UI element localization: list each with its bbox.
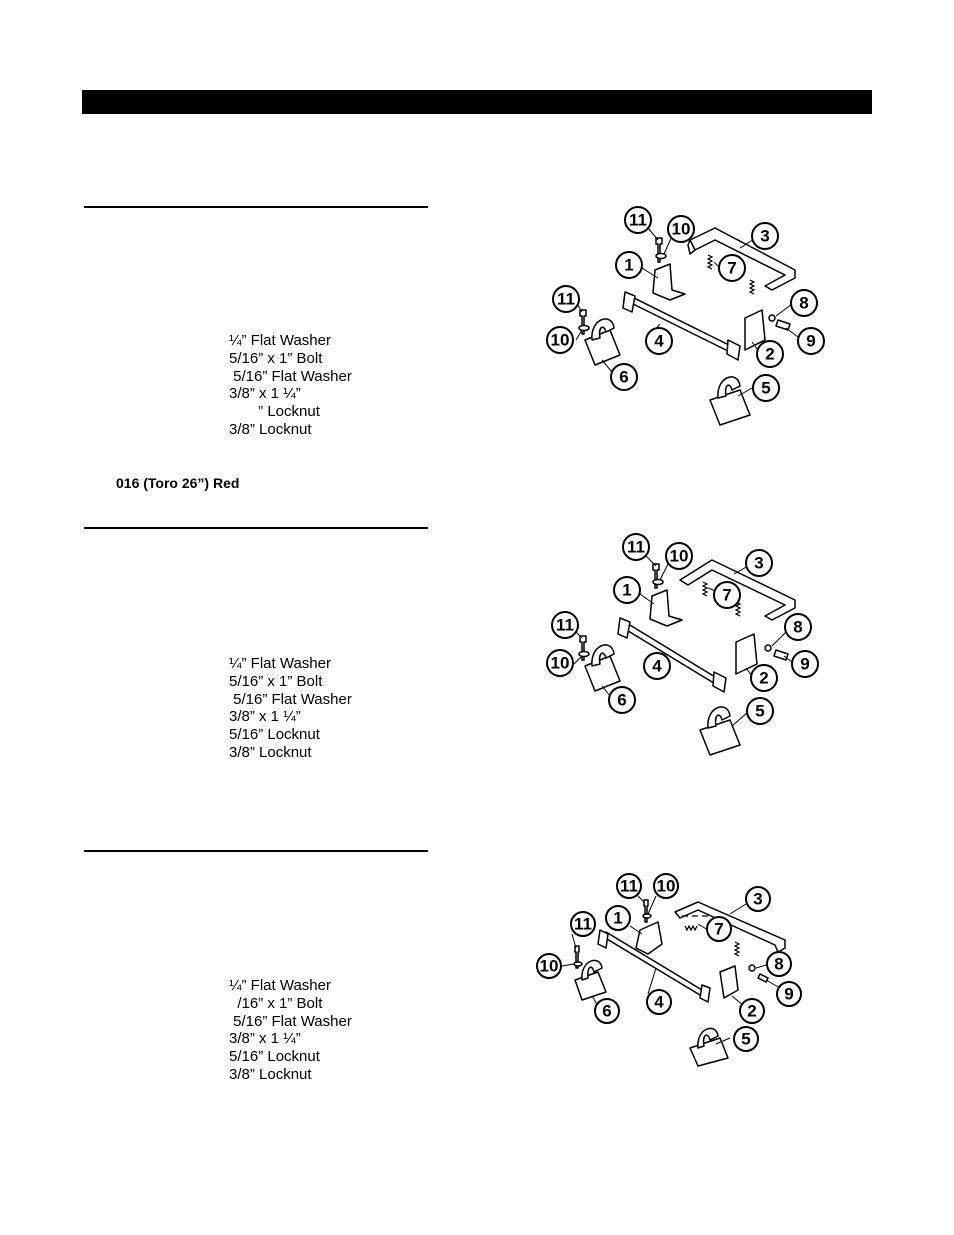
svg-text:10: 10 [656,876,676,896]
svg-text:5: 5 [755,701,765,721]
callout-7 [719,255,745,281]
callout-11 [571,912,595,936]
callout-4 [646,328,672,354]
callout-7 [707,917,731,941]
svg-text:6: 6 [619,367,629,387]
part-item: 5/16” x 1” Bolt [229,349,323,367]
svg-text:4: 4 [654,992,664,1012]
svg-text:6: 6 [602,1001,612,1021]
callout-6 [609,687,635,713]
svg-text:1: 1 [622,580,632,600]
section-1-rule [84,206,428,208]
svg-text:10: 10 [669,546,689,566]
part-item: 3/8” x 1 ¼” [229,385,301,403]
callout-9 [777,982,801,1006]
part-item: 5/16” Locknut [229,726,320,744]
callout-9 [792,651,818,677]
section-2-rule [84,527,428,529]
part-note: 016 (Toro 26”) Red [116,475,240,491]
callout-9 [798,328,824,354]
svg-text:11: 11 [574,914,592,934]
svg-text:8: 8 [793,617,803,637]
exploded-parts-diagram-3 [530,870,820,1070]
callout-10 [547,327,573,353]
callout-11 [617,874,641,898]
part-item: 5/16” Flat Washer [229,1012,352,1030]
callout-10 [547,650,573,676]
svg-text:9: 9 [806,331,816,351]
svg-text:4: 4 [654,331,664,351]
callout-10 [666,543,692,569]
callout-5 [747,698,773,724]
svg-text:6: 6 [617,690,627,710]
svg-text:1: 1 [624,255,634,275]
callout-2 [740,999,764,1023]
part-item: 3/8” x 1 ¼” [229,1030,301,1048]
svg-text:11: 11 [557,289,575,309]
callout-10 [654,874,678,898]
svg-text:4: 4 [652,656,662,676]
callout-7 [714,582,740,608]
svg-text:5: 5 [761,378,771,398]
svg-text:11: 11 [620,876,638,896]
callout-11 [553,286,579,312]
svg-text:11: 11 [556,615,574,635]
part-item: 5/16” Flat Washer [229,367,352,385]
exploded-parts-diagram-2 [540,530,830,760]
callout-3 [746,550,772,576]
section-2-parts-list [229,655,352,762]
callout-5 [753,375,779,401]
exploded-parts-diagram-1 [540,200,830,430]
part-item: /16” x 1” Bolt [229,994,323,1012]
part-item: 3/8” x 1 ¼” [229,708,301,726]
svg-text:7: 7 [714,919,724,939]
part-item: 3/8” Locknut [229,743,312,761]
callout-2 [757,341,783,367]
callout-4 [647,990,671,1014]
section-3-parts-list [229,977,352,1084]
callout-11 [625,207,651,233]
part-item: ¼” Flat Washer [229,332,331,349]
svg-text:2: 2 [747,1001,757,1021]
svg-text:9: 9 [784,984,794,1004]
part-item: 3/8” Locknut [229,1065,312,1083]
callout-11 [623,534,649,560]
callout-4 [644,653,670,679]
part-item: ¼” Flat Washer [229,655,331,672]
part-item: 5/16” Locknut [229,1048,320,1066]
svg-text:3: 3 [754,553,764,573]
svg-text:10: 10 [671,219,691,239]
callout-8 [767,952,791,976]
svg-text:2: 2 [765,344,775,364]
svg-text:3: 3 [760,226,770,246]
svg-text:10: 10 [550,330,570,350]
section-3-rule [84,850,428,852]
callout-3 [746,887,770,911]
callout-5 [734,1027,758,1051]
callout-1 [614,577,640,603]
part-item: ” Locknut [229,403,320,421]
svg-text:5: 5 [741,1029,751,1049]
callout-6 [611,364,637,390]
callout-10 [537,954,561,978]
svg-text:8: 8 [799,293,809,313]
svg-text:10: 10 [539,956,559,976]
callout-3 [752,223,778,249]
svg-text:7: 7 [722,585,732,605]
svg-text:1: 1 [613,908,623,928]
part-item: 5/16” Flat Washer [229,690,352,708]
section-1-parts-list [229,332,352,439]
svg-text:3: 3 [753,889,763,909]
callout-8 [785,614,811,640]
callout-1 [616,252,642,278]
callout-11 [552,612,578,638]
part-item: 3/8” Locknut [229,420,312,438]
callout-8 [791,290,817,316]
part-item: 5/16” x 1” Bolt [229,672,323,690]
part-item: ¼” Flat Washer [229,977,331,994]
svg-text:2: 2 [759,668,769,688]
svg-text:11: 11 [627,537,645,557]
callout-2 [751,665,777,691]
svg-text:8: 8 [774,954,784,974]
callout-1 [606,906,630,930]
svg-text:9: 9 [800,654,810,674]
svg-text:10: 10 [550,653,570,673]
callout-10 [668,216,694,242]
header-bar [82,90,872,114]
svg-text:7: 7 [727,258,737,278]
callout-6 [595,999,619,1023]
svg-text:11: 11 [629,210,647,230]
